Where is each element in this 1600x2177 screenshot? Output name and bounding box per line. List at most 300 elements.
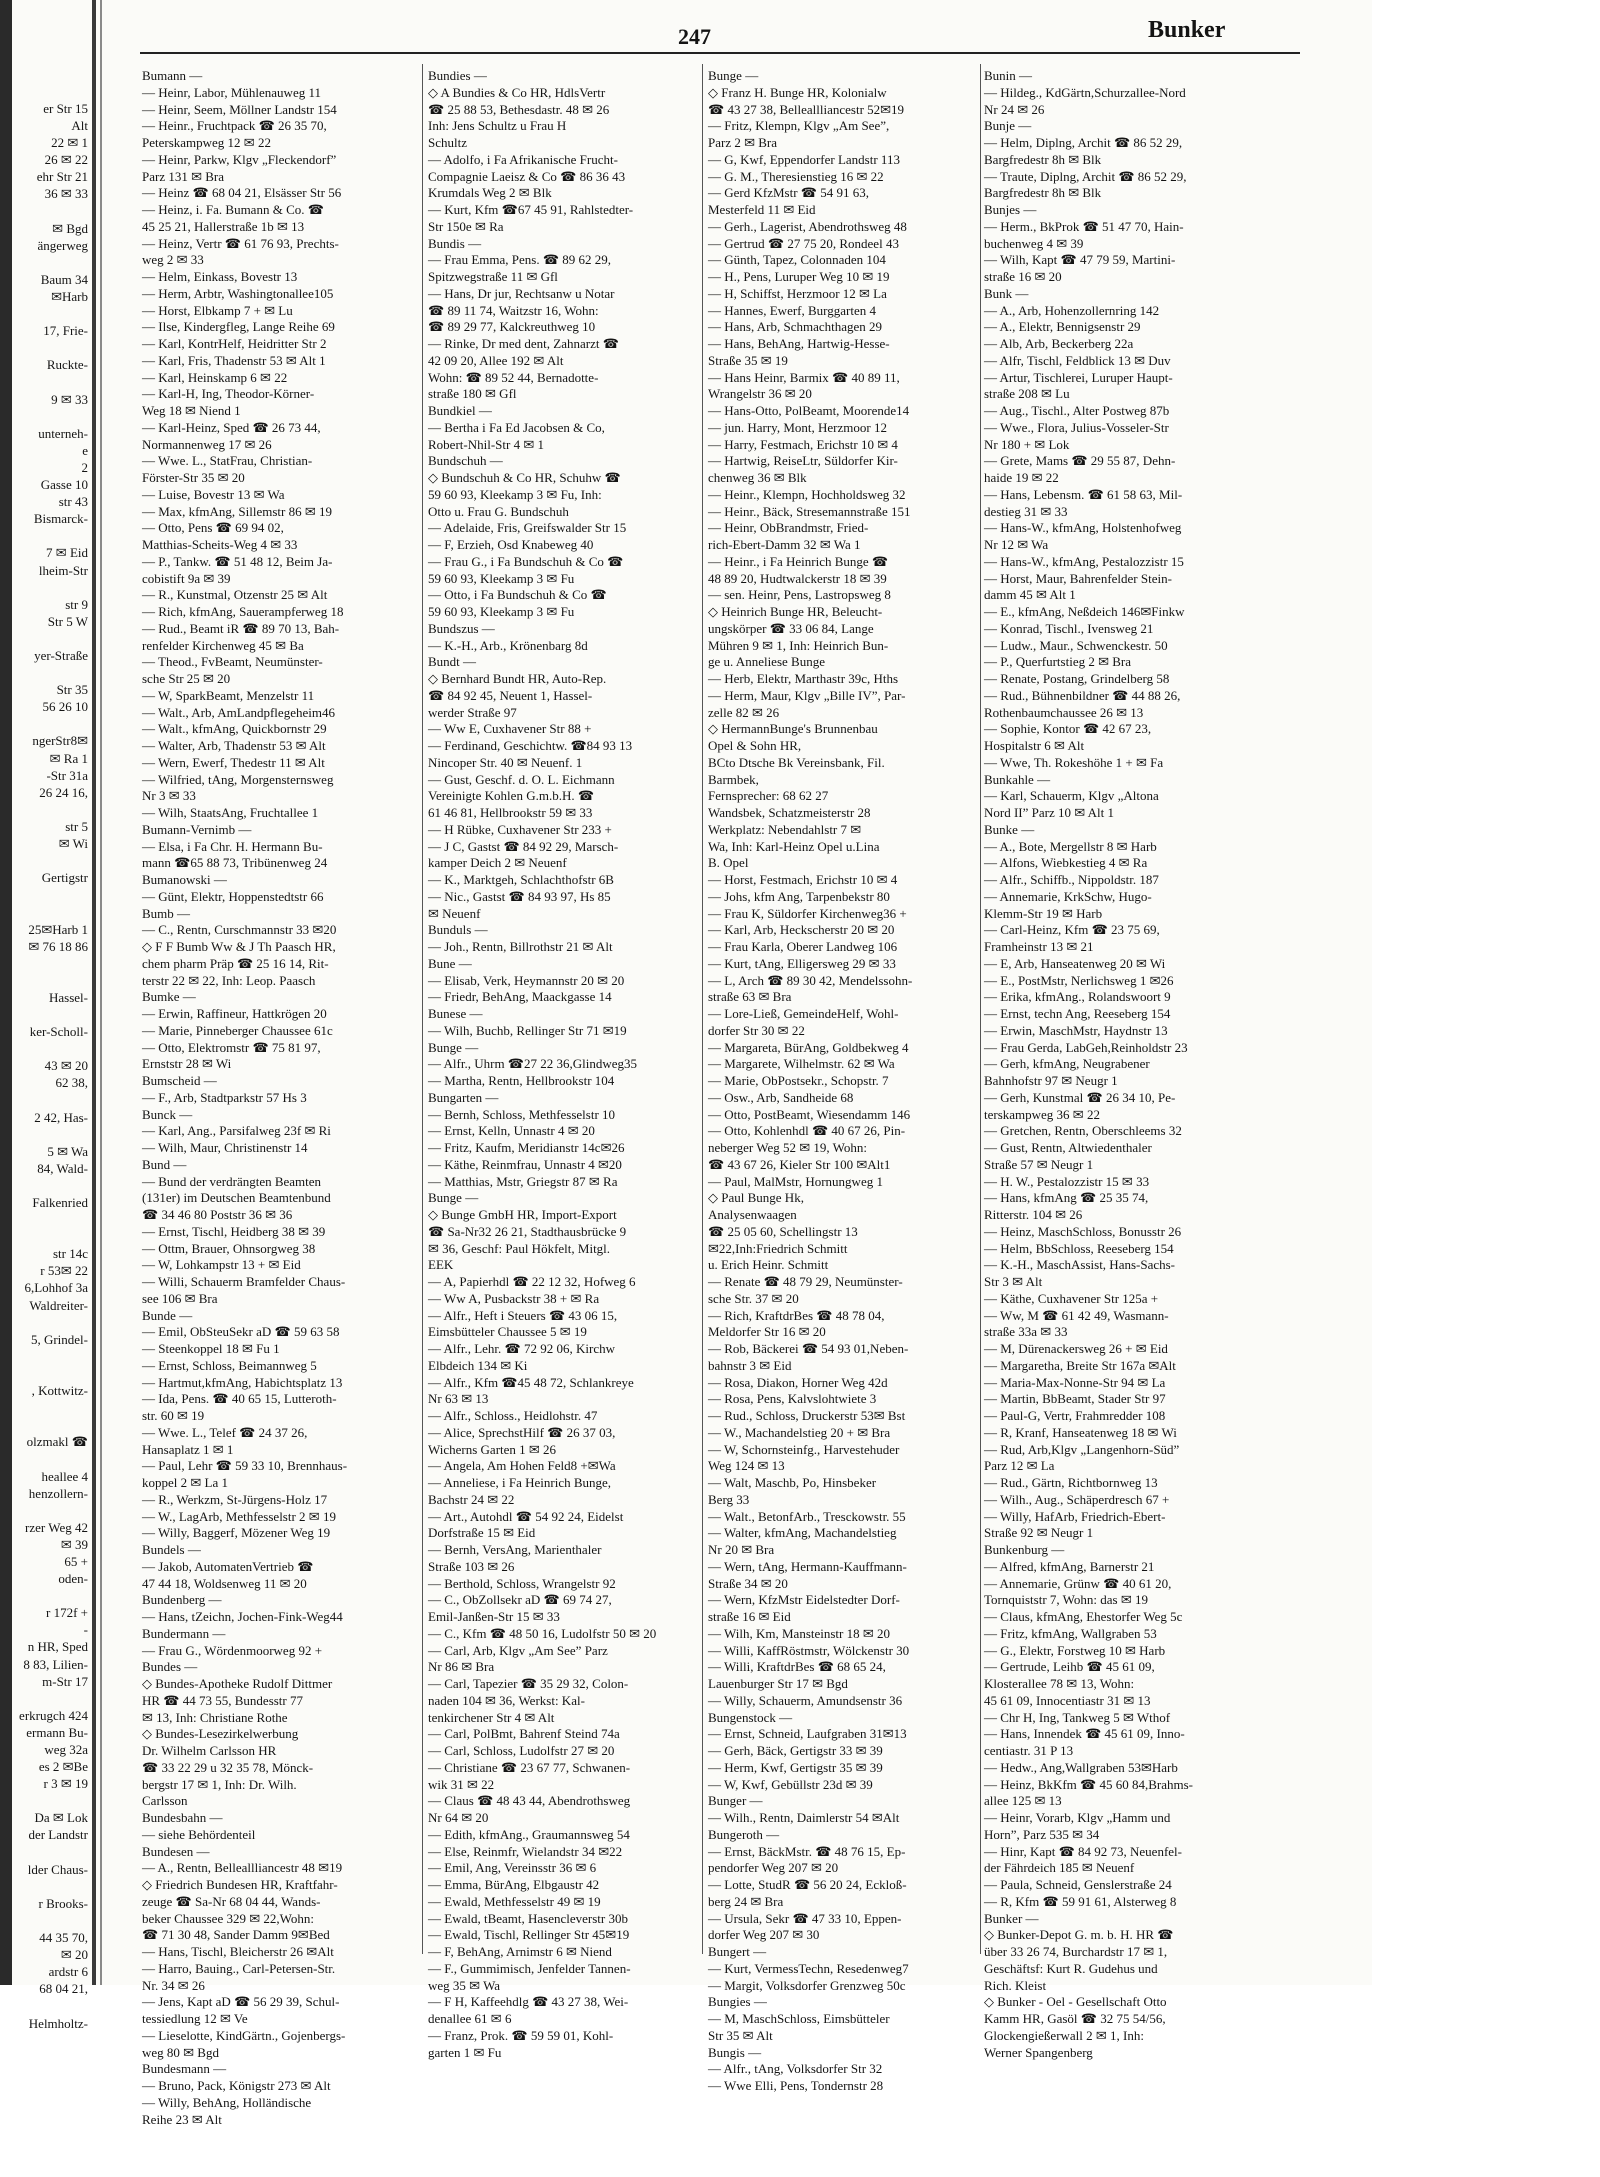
directory-line: — C., Kfm ☎ 48 50 16, Ludolfstr 50 ✉ 20 — [428, 1625, 657, 1641]
directory-line: Dr. Wilhelm Carlsson HR — [142, 1743, 277, 1758]
directory-line: — W, SparkBeamt, Menzelstr 11 — [142, 687, 315, 703]
directory-line: ✉ 13, Inh: Christiane Rothe — [142, 1709, 288, 1725]
directory-line: — Rud., Beamt iR ☎ 89 70 13, Bah- — [142, 620, 340, 636]
directory-line: Wandsbek, Schatzmeisterstr 28 — [708, 805, 871, 820]
directory-line: straße 33a ✉ 33 — [984, 1324, 1068, 1340]
fragment-line: 44 35 70, — [39, 1930, 88, 1946]
directory-line: — Wwe, Th. Rokeshöhe 1 + ✉ Fa — [984, 754, 1164, 770]
directory-line: Emil-Janßen-Str 15 ✉ 33 — [428, 1609, 560, 1624]
directory-line: Bunduls — — [428, 922, 488, 938]
directory-line: — Nic., Gastst ☎ 84 93 97, Hs 85 — [428, 888, 611, 904]
directory-line: — Ilse, Kindergfleg, Lange Reihe 69 — [142, 319, 335, 335]
directory-line: Compagnie Laeisz & Co ☎ 86 36 43 — [428, 168, 626, 184]
directory-line: — Otto, Kohlenhdl ☎ 40 67 26, Pin- — [708, 1123, 906, 1139]
directory-line: allee 125 ✉ 13 — [984, 1793, 1062, 1809]
directory-line: koppel 2 ✉ La 1 — [142, 1475, 228, 1490]
directory-line: Normannenweg 17 ✉ 26 — [142, 436, 272, 452]
fragment-line: oden- — [58, 1571, 88, 1587]
fragment-line: ✉Harb — [51, 289, 88, 305]
directory-line: ☎ 33 22 29 u 32 35 78, Mönck- — [142, 1759, 314, 1775]
directory-line: — Hans-W., kfmAng, Pestalozzistr 15 — [984, 553, 1184, 569]
directory-line: — Karl, Fris, Thadenstr 53 ✉ Alt 1 — [142, 352, 326, 368]
directory-line: 45 25 21, Hallerstraße 1b ✉ 13 — [142, 218, 305, 234]
directory-line: Bunjes — — [984, 202, 1037, 217]
directory-line: Bungis — — [708, 2044, 762, 2060]
directory-line: — Jakob, AutomatenVertrieb ☎ — [142, 1558, 314, 1574]
directory-line: — Grete, Mams ☎ 29 55 87, Dehn- — [984, 453, 1176, 469]
directory-line: — Elisab, Verk, Heymannstr 20 ✉ 20 — [428, 972, 625, 988]
directory-line: Bungert — — [708, 1944, 767, 1959]
fragment-line: Str 5 W — [47, 613, 88, 629]
directory-line: Dorfstraße 15 ✉ Eid — [428, 1525, 536, 1541]
directory-line: — W., LagArb, Methfesselstr 2 ✉ 19 — [142, 1508, 336, 1524]
directory-line: — Heinz ☎ 68 04 21, Elsässer Str 56 — [142, 185, 342, 201]
directory-line: — Ernst, Schloss, Beimannweg 5 — [142, 1357, 317, 1373]
fragment-line — [2, 852, 88, 869]
fragment-line: 56 26 10 — [42, 699, 88, 715]
directory-line: ☎ 84 92 45, Neuent 1, Hassel- — [428, 687, 593, 703]
fragment-line: m-Str 17 — [42, 1673, 88, 1689]
directory-line: — Heinr., Fruchtpack ☎ 26 35 70, — [142, 118, 327, 134]
directory-line: — Lotte, StudR ☎ 56 20 24, Eckloß- — [708, 1877, 907, 1892]
fragment-line: ngerStr8✉ — [32, 733, 88, 749]
directory-line: Nincoper Str. 40 ✉ Neuenf. 1 — [428, 754, 583, 770]
directory-line: — Willy, HafArb, Friedrich-Ebert- — [984, 1508, 1166, 1524]
directory-line: — Heinr, Parkw, Klgv „Fleckendorf” — [142, 151, 337, 167]
fragment-line: Da ✉ Lok — [34, 1810, 88, 1826]
directory-line: — G., Elektr, Forstweg 10 ✉ Harb — [984, 1642, 1166, 1658]
directory-line: rich-Ebert-Damm 32 ✉ Wa 1 — [708, 537, 861, 552]
directory-line: straße 208 ✉ Lu — [984, 386, 1070, 402]
fragment-line: 22 ✉ 1 — [51, 135, 88, 151]
directory-line: — Otto, i Fa Bundschuh & Co ☎ — [428, 587, 607, 603]
fragment-line: lheim-Str — [38, 562, 88, 578]
directory-line: — Margareta, BürAng, Goldbekweg 4 — [708, 1039, 909, 1055]
directory-line: — Kurt, VermessTechn, Resedenweg7 — [708, 1960, 909, 1976]
directory-line: Bundt — — [428, 654, 477, 670]
directory-line: garten 1 ✉ Fu — [428, 2044, 502, 2060]
directory-line: Opel & Sohn HR, — [708, 738, 802, 753]
directory-line: — Johs, kfm Ang, Tarpenbekstr 80 — [708, 888, 890, 904]
fragment-line — [2, 1450, 88, 1467]
directory-line: — Wern, Ewerf, Thedestr 11 ✉ Alt — [142, 754, 325, 770]
directory-line: — Fritz, Klempn, Klgv „Am See”, — [708, 118, 890, 134]
directory-line: Barmbek, — [708, 771, 759, 787]
directory-line: — Walt., kfmAng, Quickbornstr 29 — [142, 721, 327, 737]
directory-line: — Gertrud ☎ 27 75 20, Rondeel 43 — [708, 235, 899, 251]
directory-line: Bungeroth — — [708, 1826, 780, 1842]
directory-line: weg 80 ✉ Bgd — [142, 2044, 219, 2060]
previous-page-fragment — [2, 100, 88, 2032]
fragment-line — [2, 1792, 88, 1809]
directory-line: — Wwe., Flora, Julius-Vosseler-Str — [984, 419, 1169, 435]
directory-line: Ritterstr. 104 ✉ 26 — [984, 1207, 1083, 1222]
directory-line: Bundesmann — — [142, 2061, 227, 2077]
directory-line: — W., Machandelstieg 20 + ✉ Bra — [708, 1424, 891, 1440]
directory-line: — Elsa, i Fa Chr. H. Hermann Bu- — [142, 838, 323, 854]
fragment-line: 26 ✉ 22 — [44, 152, 88, 168]
fragment-line: olzmakl ☎ — [26, 1434, 88, 1450]
directory-line: tessiedlung 12 ✉ Ve — [142, 2011, 248, 2026]
directory-line: — Karl-Heinz, Sped ☎ 26 73 44, — [142, 419, 321, 435]
directory-line: Analysenwaagen — [708, 1207, 797, 1222]
directory-line: Bunger — — [708, 1793, 763, 1809]
directory-line: — Frau G., Wördenmoorweg 92 + — [142, 1642, 323, 1658]
directory-line: — Heinr, Vorarb, Klgv „Hamm und — [984, 1810, 1171, 1825]
directory-line: — Alfr., tAng, Volksdorfer Str 32 — [708, 2061, 883, 2077]
directory-line: — Heinz, Vertr ☎ 61 76 93, Prechts- — [142, 235, 339, 251]
directory-line: — K.-H., Arb., Krönenbarg 8d — [428, 637, 588, 653]
directory-line: — Margaretha, Breite Str 167a ✉Alt — [984, 1357, 1176, 1373]
directory-line: — Ernst, Schneid, Laufgraben 31✉13 — [708, 1726, 907, 1742]
directory-line: — Alfr., Uhrm ☎27 22 36,Glindweg35 — [428, 1056, 638, 1072]
fragment-line — [2, 1997, 88, 2014]
directory-line: — Wern, KfzMstr Eidelstedter Dorf- — [708, 1592, 900, 1608]
directory-line: — Horst, Elbkamp 7 + ✉ Lu — [142, 302, 293, 318]
directory-line: dorfer Str 30 ✉ 22 — [708, 1022, 805, 1038]
directory-line: ◇ Paul Bunge Hk, — [708, 1190, 804, 1206]
directory-line: — Karl, KontrHelf, Heidritter Str 2 — [142, 336, 327, 351]
fragment-line — [2, 1228, 88, 1245]
directory-line: — Karl-H, Ing, Theodor-Körner- — [142, 386, 315, 402]
directory-line: chem pharm Präp ☎ 25 16 14, Rit- — [142, 955, 329, 971]
fragment-line: ardstr 6 — [48, 1964, 88, 1980]
fragment-line — [2, 1006, 88, 1023]
directory-line: — G. M., Theresienstieg 16 ✉ 22 — [708, 168, 884, 184]
fragment-line — [2, 339, 88, 356]
directory-line: — Renate, Postang, Grindelberg 58 — [984, 671, 1170, 686]
fragment-line: 65 + — [64, 1553, 88, 1569]
fragment-line: 84, Wald- — [37, 1160, 88, 1176]
directory-line: über 33 26 74, Burchardstr 17 ✉ 1, — [984, 1944, 1168, 1959]
directory-line: — H. W., Pestalozzistr 15 ✉ 33 — [984, 1173, 1150, 1189]
directory-line: Parz 131 ✉ Bra — [142, 168, 225, 184]
directory-line: — Carl, Arb, Klgv „Am See” Parz — [428, 1642, 608, 1658]
directory-line: Straße 57 ✉ Neugr 1 — [984, 1156, 1094, 1172]
directory-line: — Margarete, Wilhelmstr. 62 ✉ Wa — [708, 1056, 895, 1072]
directory-line: ☎ 71 30 48, Sander Damm 9✉Bed — [142, 1927, 330, 1943]
fragment-line: ehr Str 21 — [36, 169, 88, 185]
page-gutter-line — [92, 0, 96, 1985]
directory-line: damm 45 ✉ Alt 1 — [984, 587, 1076, 603]
fragment-line: 36 ✉ 33 — [44, 186, 88, 202]
directory-line: — Gust, Rentn, Altwiedenthaler — [984, 1140, 1152, 1155]
directory-line: — Frau G., i Fa Bundschuh & Co ☎ — [428, 553, 624, 569]
fragment-line: e — [82, 442, 88, 458]
directory-line: ge u. Anneliese Bunge — [708, 654, 825, 670]
fragment-line: Falkenried — [32, 1195, 88, 1210]
directory-line: Bundenberg — — [142, 1592, 222, 1608]
directory-line: — L, Arch ☎ 89 30 42, Mendelssohn- — [708, 972, 913, 988]
directory-line: — C., Rentn, Curschmannstr 33 ✉20 — [142, 922, 337, 938]
directory-line: Nr. 34 ✉ 26 — [142, 1977, 205, 1993]
directory-line: — Heinr., Klempn, Hochholdsweg 32 — [708, 486, 906, 502]
directory-line: ◇ Bernhard Bundt HR, Auto-Rep. — [428, 671, 607, 686]
directory-line: — Friedr, BehAng, Maackgasse 14 — [428, 989, 612, 1005]
directory-line: — Aug., Tischl., Alter Postweg 87b — [984, 403, 1170, 418]
directory-line: — P., Querfurtstieg 2 ✉ Bra — [984, 654, 1132, 670]
directory-line: Matthias-Scheits-Weg 4 ✉ 33 — [142, 537, 298, 552]
directory-line: — Ernst, BäckMstr. ☎ 48 76 15, Ep- — [708, 1843, 906, 1859]
directory-line: Straße 35 ✉ 19 — [708, 352, 788, 368]
directory-line: mann ☎65 88 73, Tribünenweg 24 — [142, 855, 328, 871]
directory-line: — Wilh, Kapt ☎ 47 79 59, Martini- — [984, 252, 1176, 268]
directory-line: — Lieselotte, KindGärtn., Gojenbergs- — [142, 2027, 346, 2043]
directory-line: — Heinr, Labor, Mühlenauweg 11 — [142, 84, 321, 100]
directory-line: — Gerh, Kunstmal ☎ 26 34 10, Pe- — [984, 1089, 1176, 1105]
directory-line: Bunker — — [984, 1910, 1039, 1926]
directory-line: — A., Elektr, Bennigsenstr 29 — [984, 319, 1141, 335]
directory-line: — Willy, Schauerm, Amundsenstr 36 — [708, 1692, 903, 1708]
directory-line: Berg 33 — [708, 1491, 750, 1507]
directory-line: — Gerh, kfmAng, Neugrabener — [984, 1056, 1150, 1072]
directory-line: — A., Bote, Mergellstr 8 ✉ Harb — [984, 838, 1157, 854]
directory-line: Bunk — — [984, 285, 1029, 301]
directory-line: Klosterallee 78 ✉ 13, Wohn: — [984, 1676, 1135, 1691]
directory-line: 47 44 18, Woldsenweg 11 ✉ 20 — [142, 1575, 307, 1591]
fragment-line — [2, 715, 88, 732]
directory-line: Inh: Jens Schultz u Frau H — [428, 118, 567, 134]
directory-line: — Walt., BetonfArb., Tresckowstr. 55 — [708, 1508, 906, 1524]
directory-line: ☎ Sa-Nr32 26 21, Stadthausbrücke 9 — [428, 1223, 627, 1239]
fragment-line: str 14c — [52, 1246, 88, 1262]
directory-line: — W, Kwf, Gebüllstr 23d ✉ 39 — [708, 1776, 873, 1792]
directory-line: — Sophie, Kontor ☎ 42 67 23, — [984, 721, 1152, 737]
directory-line: — Alb, Arb, Beckerberg 22a — [984, 336, 1134, 351]
directory-line: — A., Arb, Hohenzollernring 142 — [984, 302, 1160, 318]
directory-line: — F., Arb, Stadtparkstr 57 Hs 3 — [142, 1089, 307, 1105]
directory-line: — Heinz, MaschSchloss, Bonusstr 26 — [984, 1223, 1182, 1239]
directory-line: 45 61 09, Innocentiastr 31 ✉ 13 — [984, 1692, 1151, 1708]
directory-line: — Paula, Schneid, Genslerstraße 24 — [984, 1877, 1172, 1892]
directory-line: — Hans, Arb, Schmachthagen 29 — [708, 319, 883, 335]
fragment-line — [2, 955, 88, 972]
directory-line: — Rinke, Dr med dent, Zahnarzt ☎ — [428, 336, 619, 351]
fragment-line — [2, 1314, 88, 1331]
fragment-line: er Str 15 — [43, 101, 88, 116]
directory-line: — Hans, Tischl, Bleicherstr 26 ✉Alt — [142, 1944, 334, 1959]
directory-line: ☎ 25 88 53, Bethesdastr. 48 ✉ 26 — [428, 101, 610, 117]
directory-line: — Claus, kfmAng, Ehestorfer Weg 5c — [984, 1609, 1183, 1624]
directory-line: HR ☎ 44 73 55, Bundesstr 77 — [142, 1692, 304, 1708]
directory-line: — Harry, Festmach, Erichstr 10 ✉ 4 — [708, 436, 898, 452]
directory-line: Straße 92 ✉ Neugr 1 — [984, 1525, 1094, 1541]
directory-line: Bundermann — — [142, 1625, 226, 1641]
fragment-line: 2 — [81, 459, 88, 475]
directory-line: terstr 22 ✉ 22, Inh: Leop. Paasch — [142, 972, 316, 988]
directory-line: — Carl-Heinz, Kfm ☎ 23 75 69, — [984, 922, 1160, 938]
fragment-line: ermann Bu- — [26, 1724, 88, 1740]
directory-line: — Helm, Einkass, Bovestr 13 — [142, 269, 298, 284]
directory-line: ✉ 36, Geschf: Paul Hökfelt, Mitgl. — [428, 1240, 611, 1256]
directory-line: — Hans, tZeichn, Jochen-Fink-Weg44 — [142, 1609, 343, 1624]
directory-line: — Ursula, Sekr ☎ 47 33 10, Eppen- — [708, 1910, 902, 1926]
directory-line: Förster-Str 35 ✉ 20 — [142, 470, 245, 485]
directory-line: — Gertrude, Leihb ☎ 45 61 09, — [984, 1659, 1155, 1675]
directory-line: — A., Rentn, Belleallliancestr 48 ✉19 — [142, 1860, 343, 1876]
directory-line: bahnstr 3 ✉ Eid — [708, 1357, 792, 1373]
fragment-line: Waldreiter- — [29, 1297, 88, 1313]
directory-column-1 — [142, 68, 418, 2127]
directory-line: Bunkenburg — — [984, 1542, 1065, 1557]
directory-line: ☎ 43 27 38, Belleallliancestr 52✉19 — [708, 101, 905, 117]
directory-line: straße 63 ✉ Bra — [708, 989, 792, 1005]
directory-line: sche Str 25 ✉ 20 — [142, 671, 231, 686]
fragment-line — [2, 1502, 88, 1519]
directory-line: — Paul, Lehr ☎ 59 33 10, Brennhaus- — [142, 1458, 348, 1474]
fragment-line: weg 32a — [44, 1742, 88, 1757]
blank-margin — [1372, 0, 1600, 1985]
directory-line: Straße 34 ✉ 20 — [708, 1575, 788, 1591]
directory-line: — Emil, Ang, Vereinsstr 36 ✉ 6 — [428, 1860, 597, 1876]
directory-line: — Heinr., i Fa Heinrich Bunge ☎ — [708, 553, 889, 569]
directory-line: — W, Schornsteinfg., Harvestehuder — [708, 1441, 900, 1457]
directory-line: ◇ Bunker - Oel - Gesellschaft Otto — [984, 1994, 1167, 2010]
directory-line: — Ww E, Cuxhavener Str 88 + — [428, 721, 592, 737]
fragment-line — [2, 1587, 88, 1604]
directory-line: — Kurt, tAng, Elligersweg 29 ✉ 33 — [708, 955, 896, 971]
fragment-line: r 53✉ 22 — [40, 1263, 88, 1279]
directory-line: — Hildeg., KdGärtn,Schurzallee-Nord — [984, 84, 1186, 100]
directory-line: ☎ 89 11 74, Waitzstr 16, Wohn: — [428, 302, 599, 318]
directory-line: ◇ Franz H. Bunge HR, Kolonialw — [708, 84, 887, 100]
directory-line: ◇ Bundschuh & Co HR, Schuhw ☎ — [428, 470, 621, 485]
directory-line: Bundesen — — [142, 1843, 210, 1859]
directory-line: Bunke — — [984, 821, 1035, 837]
directory-line: — Harro, Bauing., Carl-Petersen-Str. — [142, 1960, 336, 1976]
directory-line: — Walt., Arb, AmLandpflegeheim46 — [142, 704, 335, 720]
directory-line: — Heinr, Seem, Möllner Landstr 154 — [142, 101, 337, 117]
directory-line: — Ernst, Tischl, Heidberg 38 ✉ 39 — [142, 1223, 326, 1239]
directory-line: — Ottm, Brauer, Ohnsorgweg 38 — [142, 1240, 316, 1256]
fragment-line: Alt — [71, 118, 88, 134]
directory-line: — Rich, KraftdrBes ☎ 48 78 04, — [708, 1307, 885, 1323]
directory-line: Carlsson — [142, 1793, 188, 1809]
directory-line: — Gust, Geschf. d. O. L. Eichmann — [428, 771, 615, 787]
directory-line: Bunde — — [142, 1307, 193, 1323]
directory-line: Str 150e ✉ Ra — [428, 218, 504, 234]
directory-line: — Ww A, Pusbackstr 38 + ✉ Ra — [428, 1290, 600, 1306]
fragment-line — [2, 1912, 88, 1929]
directory-line: — Bernh, Schloss, Methfesselstr 10 — [428, 1106, 616, 1122]
directory-line: — Rud, Arb,Klgv „Langenhorn-Süd” — [984, 1441, 1180, 1457]
directory-line: Spitzwegstraße 11 ✉ Gfl — [428, 269, 558, 284]
directory-line: buchenweg 4 ✉ 39 — [984, 235, 1084, 251]
fragment-line: 5 ✉ Wa — [47, 1143, 88, 1159]
directory-line: — Edith, kfmAng., Graumannsweg 54 — [428, 1826, 630, 1842]
fragment-line: r Brooks- — [38, 1895, 88, 1911]
fragment-line: -Str 31a — [46, 767, 88, 783]
directory-line: — Adolfo, i Fa Afrikanische Frucht- — [428, 151, 618, 167]
directory-line: BCto Dtsche Bk Vereinsbank, Fil. — [708, 754, 885, 770]
directory-line: — Heinr, ObBrandmstr, Fried- — [708, 520, 869, 536]
fragment-line — [2, 1399, 88, 1416]
directory-line: berg 24 ✉ Bra — [708, 1893, 784, 1909]
directory-line: Nr 24 ✉ 26 — [984, 101, 1045, 117]
directory-line: — E, Arb, Hanseatenweg 20 ✉ Wi — [984, 955, 1166, 971]
directory-line: Str 35 ✉ Alt — [708, 2027, 773, 2043]
directory-line: — P., Tankw. ☎ 51 48 12, Beim Ja- — [142, 553, 333, 569]
fragment-line: Gertigstr — [41, 870, 88, 886]
directory-line: — Herm., BkProk ☎ 51 47 70, Hain- — [984, 218, 1184, 234]
directory-line: ◇ Bunge GmbH HR, Import-Export — [428, 1207, 617, 1222]
directory-line: — Gerh, Bäck, Gertigstr 33 ✉ 39 — [708, 1743, 883, 1758]
directory-line: — Alfr., Lehr. ☎ 72 92 06, Kirchw — [428, 1341, 615, 1356]
directory-line: Wohn: ☎ 89 52 44, Bernadotte- — [428, 369, 599, 385]
directory-line: Peterskampweg 12 ✉ 22 — [142, 135, 271, 150]
directory-line: — Erwin, MaschMstr, Haydnstr 13 — [984, 1022, 1168, 1038]
directory-line: — Martin, BbBeamt, Stader Str 97 — [984, 1391, 1166, 1407]
directory-line: Bundschuh — — [428, 453, 503, 469]
directory-line: — Rich, kfmAng, Sauerampferweg 18 — [142, 604, 344, 619]
fragment-line — [2, 1091, 88, 1108]
directory-line: — Osw., Arb, Sandheide 68 — [708, 1089, 854, 1105]
directory-line: — Käthe, Cuxhavener Str 125a + — [984, 1290, 1159, 1306]
directory-line: Bungenstock — — [708, 1709, 793, 1725]
directory-line: — Maria-Max-Nonne-Str 94 ✉ La — [984, 1374, 1166, 1390]
directory-line: — Angela, Am Hohen Feld8 +✉Wa — [428, 1458, 616, 1474]
fragment-line: der Landstr — [28, 1827, 88, 1843]
directory-line: — Matthias, Mstr, Griegstr 87 ✉ Ra — [428, 1173, 618, 1189]
directory-line: — Walt, Maschb, Po, Hinsbeker — [708, 1475, 877, 1490]
directory-line: — Anneliese, i Fa Heinrich Bunge, — [428, 1475, 612, 1490]
directory-line: Straße 103 ✉ 26 — [428, 1558, 515, 1574]
fragment-line: n HR, Sped — [27, 1639, 88, 1655]
directory-line: Klemm-Str 19 ✉ Harb — [984, 905, 1103, 921]
directory-line: Nr 3 ✉ 33 — [142, 788, 196, 804]
directory-line: Glockengießerwall 2 ✉ 1, Inh: — [984, 2027, 1144, 2043]
directory-line: — Ferdinand, Geschichtw. ☎84 93 13 — [428, 738, 633, 753]
directory-line: Otto u. Frau G. Bundschuh — [428, 503, 569, 519]
directory-line: — Helm, BbSchloss, Reeseberg 154 — [984, 1240, 1174, 1256]
directory-line: neberger Weg 52 ✉ 19, Wohn: — [708, 1140, 867, 1155]
directory-line: — Wwe Elli, Pens, Tondernstr 28 — [708, 2078, 884, 2093]
directory-line: Bumb — — [142, 905, 191, 921]
directory-line: — Hans, Dr jur, Rechtsanw u Notar — [428, 285, 615, 301]
directory-line: Bumann — — [142, 68, 203, 83]
directory-line: — Ww, M ☎ 61 42 49, Wasmann- — [984, 1307, 1169, 1323]
directory-line: — Willi, KaffRöstmstr, Wölckenstr 30 — [708, 1642, 910, 1658]
fragment-line — [2, 1040, 88, 1057]
directory-line: — Wilfried, tAng, Morgensternsweg — [142, 771, 334, 787]
fragment-line — [2, 1844, 88, 1861]
directory-line: — Kurt, Kfm ☎67 45 91, Rahlstedter- — [428, 202, 634, 217]
directory-line: — K., Marktgeh, Schlachthofstr 6B — [428, 872, 614, 887]
directory-line: Ernststr 28 ✉ Wi — [142, 1056, 232, 1072]
directory-line: — Carl, PolBmt, Bahrenf Steind 74a — [428, 1726, 620, 1742]
header-rule — [140, 52, 1300, 54]
directory-line: Nr 64 ✉ 20 — [428, 1810, 489, 1825]
directory-line: ◇ Heinrich Bunge HR, Beleucht- — [708, 604, 883, 619]
directory-line: ☎ 43 67 26, Kieler Str 100 ✉Alt1 — [708, 1156, 891, 1172]
directory-line: Bune — — [428, 955, 472, 971]
fragment-line: Ruckte- — [46, 357, 88, 373]
directory-line: — Herm, Maur, Klgv „Bille IV”, Par- — [708, 687, 906, 703]
directory-line: Bundies — — [428, 68, 487, 83]
fragment-line: Gasse 10 — [40, 477, 88, 493]
directory-line: — Helm, Diplng, Archit ☎ 86 52 29, — [984, 135, 1183, 150]
directory-line: u. Erich Heinr. Schmitt — [708, 1257, 829, 1273]
directory-line: Parz 12 ✉ La — [984, 1458, 1055, 1474]
directory-line: — H, Schiffst, Herzmoor 12 ✉ La — [708, 285, 887, 301]
fragment-line: Bismarck- — [33, 511, 88, 527]
directory-line: — Carl, Schloss, Ludolfstr 27 ✉ 20 — [428, 1743, 615, 1758]
directory-line: Bundszus — — [428, 620, 495, 636]
directory-line: Bumanowski — — [142, 872, 227, 887]
directory-line: — Bertha i Fa Ed Jacobsen & Co, — [428, 419, 605, 435]
directory-line: ☎ 25 05 60, Schellingstr 13 — [708, 1223, 858, 1239]
directory-line: ◇ Bundes-Lesezirkelwerbung — [142, 1726, 299, 1742]
